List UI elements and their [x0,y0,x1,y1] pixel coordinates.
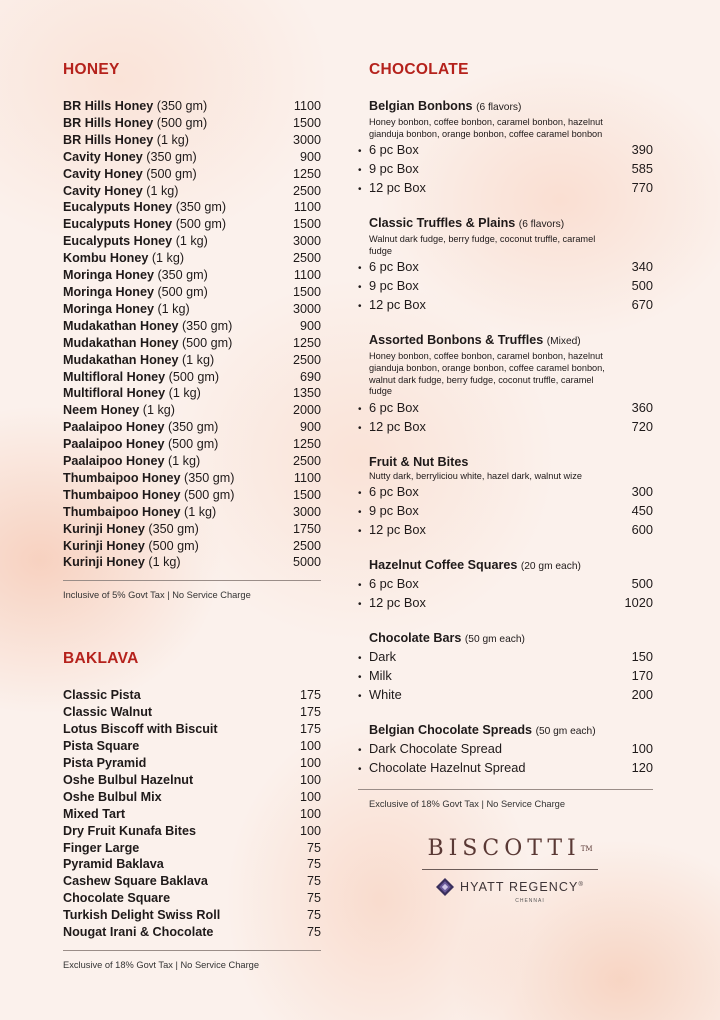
honey-item-price: 2500 [292,454,321,469]
chocolate-group-name: Classic Truffles & Plains [369,216,516,231]
chocolate-group-description: Honey bonbon, coffee bonbon, caramel bonbon, hazelnut gianduja bonbon, orange bonbon, coffee caramel bonbon, walnut dark fudge, berry fudge, coconut truffle, caramel fudge [369,351,605,397]
baklava-item [63,806,321,823]
baklava-title: BAKLAVA [63,650,139,668]
chocolate-option-price: 600 [631,522,653,538]
chocolate-group-qualifier: (50 gm each) [464,634,525,646]
chocolate-group [358,332,653,436]
honey-title: HONEY [63,61,120,78]
baklava-item [63,755,321,772]
chocolate-option-price: 170 [631,668,653,684]
baklava-item-price: 175 [299,722,321,737]
honey-item [63,301,321,318]
chocolate-group-heading [358,215,653,233]
baklava-item [63,687,321,704]
chocolate-group-description: Nutty dark, berryliciou white, hazel dark, walnut wize [369,470,582,481]
baklava-item-name: Pista Square [63,739,140,754]
honey-item-size: (350 gm) [181,318,233,333]
baklava-item-price: 100 [299,756,321,770]
honey-item-name: Moringa Honey [63,301,154,316]
honey-item-label [63,284,208,301]
honey-item-name: Kombu Honey [63,251,149,266]
chocolate-option-price: 100 [631,741,653,757]
honey-item [63,318,321,335]
honey-item-price: 3000 [292,132,321,147]
honey-item-price: 900 [299,318,321,333]
honey-item-label [63,521,199,538]
honey-item-size: (1 kg) [175,234,208,249]
honey-item-size: (1 kg) [148,555,181,570]
chocolate-option-price: 300 [631,484,653,500]
honey-item-size: (350 gm) [146,149,197,164]
baklava-item [63,772,321,789]
honey-item-label [63,250,184,267]
baklava-item [63,738,321,755]
baklava-item-name: Pista Pyramid [63,756,147,770]
chocolate-title: CHOCOLATE [369,61,469,78]
honey-item-size: (350 gm) [184,470,235,485]
left-column [63,60,321,971]
honey-item-label [63,369,219,386]
honey-tax-note: Inclusive of 5% Govt Tax | No Service Charge [63,590,251,601]
chocolate-option-label: • 12 pc Box [358,179,426,198]
chocolate-group-heading [358,557,653,575]
baklava-item [63,823,321,840]
honey-item-size: (1 kg) [146,183,179,198]
honey-item-price: 1750 [292,521,321,536]
honey-item-price: 1100 [293,200,321,215]
honey-item [63,149,321,166]
honey-item [63,470,321,487]
chocolate-option-label: • 9 pc Box [358,277,419,296]
baklava-item [63,890,321,907]
baklava-item-price: 75 [306,874,321,889]
honey-item-name: Thumbaipoo Honey [63,504,181,519]
honey-item-size: (500 gm) [168,369,220,384]
logo-divider [422,869,598,870]
chocolate-group-name: Assorted Bonbons & Truffles [369,333,544,348]
honey-item-size: (350 gm) [148,521,199,536]
chocolate-group-qualifier: (Mixed) [546,336,581,348]
honey-item-size: (1 kg) [151,251,185,266]
baklava-item [63,704,321,721]
honey-item-size: (500 gm) [167,437,219,452]
chocolate-option-label: • 6 pc Box [358,575,419,594]
chocolate-group-qualifier: (6 flavors) [518,219,565,231]
chocolate-tax-note: Exclusive of 18% Govt Tax | No Service Charge [369,799,566,810]
honey-item-size: (350 gm) [167,420,219,435]
chocolate-group-qualifier: (6 flavors) [476,102,522,113]
honey-item [63,504,321,521]
chocolate-option [358,141,653,160]
chocolate-option-price: 390 [631,142,653,158]
honey-item-name: Paalaipoo Honey [63,454,165,469]
right-column [358,60,653,810]
honey-item [63,487,321,504]
chocolate-option [358,160,653,179]
chocolate-group-heading [358,454,653,470]
honey-item-price: 1250 [292,166,321,181]
baklava-item-price: 100 [299,739,321,754]
baklava-item [63,924,321,941]
chocolate-option [358,575,653,594]
honey-item-label [63,402,175,419]
chocolate-group-name: Chocolate Bars [369,631,462,646]
baklava-item-price: 75 [306,891,321,906]
baklava-tax-note: Exclusive of 18% Govt Tax | No Service Charge [63,959,260,970]
honey-item-name: Mudakathan Honey [63,318,179,333]
honey-item-size: (500 gm) [146,166,197,181]
chocolate-section [358,60,653,810]
honey-item [63,233,321,250]
honey-item-price: 1250 [292,437,321,452]
honey-item-price: 1350 [292,386,321,401]
honey-item-label [63,385,201,402]
chocolate-option-label: • 12 pc Box [358,296,426,315]
honey-item-label [63,183,179,200]
baklava-item-name: Mixed Tart [63,806,126,821]
baklava-item-name: Classic Pista [63,688,141,703]
honey-item [63,436,321,453]
honey-item-name: Cavity Honey [63,149,143,164]
honey-item-name: Eucalyputs Honey [63,217,173,232]
honey-item-label [63,335,232,352]
honey-item-name: Paalaipoo Honey [63,420,165,435]
chocolate-option-label: • Dark [358,648,396,667]
honey-item-price: 3000 [292,301,321,316]
chocolate-option [358,296,653,315]
chocolate-group-qualifier: (50 gm each) [535,726,596,738]
honey-item-price: 1100 [293,470,321,485]
baklava-item [63,789,321,806]
honey-item-label [63,487,234,504]
hyatt-regency-logo [420,878,600,896]
chocolate-option-price: 670 [631,297,653,313]
baklava-item-price: 175 [299,688,321,703]
honey-item [63,419,321,436]
brand-logos [420,836,600,904]
honey-item-size: (500 gm) [184,487,235,502]
honey-item-label [63,538,199,555]
chocolate-option-label: • 6 pc Box [358,141,419,160]
chocolate-group [358,215,653,315]
honey-item-size: (1 kg) [168,386,201,401]
honey-item-name: Thumbaipoo Honey [63,470,181,485]
chocolate-option [358,667,653,686]
chocolate-groups [358,98,653,778]
honey-item-name: Kurinji Honey [63,538,145,553]
honey-item [63,98,321,115]
honey-item [63,216,321,233]
chocolate-option [358,759,653,778]
chocolate-option [358,686,653,705]
honey-item-label [63,166,197,183]
chocolate-option-label: • 6 pc Box [358,258,419,277]
chocolate-option-price: 150 [631,649,653,665]
baklava-item-price: 75 [306,857,321,872]
chocolate-option [358,594,653,613]
chocolate-option [358,277,653,296]
honey-item [63,352,321,369]
chocolate-group [358,454,653,541]
honey-item-label [63,199,226,216]
chocolate-group-description: Honey bonbon, coffee bonbon, caramel bonbon, hazelnut gianduja bonbon, orange bonbon, coffee caramel bonbon [369,117,603,139]
baklava-list [63,687,321,941]
chocolate-group-heading [358,722,653,740]
honey-item-name: Moringa Honey [63,268,154,283]
baklava-item-price: 100 [299,789,321,804]
chocolate-option-label: • Dark Chocolate Spread [358,740,502,759]
baklava-item-price: 100 [299,823,321,838]
honey-item-size: (1 kg) [156,132,189,147]
chocolate-option [358,418,653,437]
chocolate-group [358,98,653,198]
chocolate-option-price: 585 [631,161,653,177]
honey-divider [63,580,321,581]
honey-item-label [63,470,234,487]
honey-item-label [63,504,216,521]
chocolate-group-qualifier: (20 gm each) [520,561,581,573]
honey-item-size: (500 gm) [181,335,233,350]
chocolate-option-label: • 6 pc Box [358,483,419,502]
honey-item-label [63,149,197,166]
honey-item-size: (350 gm) [156,99,208,113]
baklava-item-name: Oshe Bulbul Hazelnut [63,772,194,787]
honey-item-label [63,352,214,369]
chocolate-option-price: 500 [631,576,653,592]
baklava-section [63,649,321,971]
baklava-item-name: Finger Large [63,840,140,855]
honey-item-size: (350 gm) [157,268,208,283]
chocolate-option-price: 720 [631,418,653,434]
honey-item-size: (1 kg) [181,352,215,367]
honey-item-price: 1100 [293,268,321,283]
honey-item-size: (500 gm) [156,115,208,130]
chocolate-option-price: 360 [631,399,653,415]
honey-item-name: Multifloral Honey [63,386,166,401]
honey-item-label [63,98,207,115]
honey-item-price: 2500 [292,251,321,266]
honey-item-size: (500 gm) [148,538,199,553]
honey-item-name: Kurinji Honey [63,521,145,536]
honey-item-label [63,233,208,250]
honey-item [63,369,321,386]
honey-item-label [63,554,181,571]
chocolate-option [358,179,653,198]
chocolate-group-name: Belgian Bonbons [369,99,473,113]
biscotti-logo-text: BISCOTTI [427,836,581,861]
baklava-item-price: 75 [306,908,321,923]
honey-item-price: 3000 [292,234,321,249]
baklava-item-name: Cashew Square Baklava [63,874,208,889]
honey-item-name: Kurinji Honey [63,555,145,570]
honey-item-price: 3000 [292,504,321,519]
honey-item-price: 900 [299,149,321,164]
honey-item-price: 1250 [292,335,321,350]
chocolate-option-price: 770 [631,180,653,196]
chocolate-option [358,648,653,667]
honey-item-price: 1500 [292,487,321,502]
honey-item [63,335,321,352]
honey-item [63,199,321,216]
honey-item-label [63,216,226,233]
honey-item-name: Mudakathan Honey [63,352,179,367]
chocolate-group [358,630,653,705]
honey-item [63,402,321,419]
honey-item-name: Cavity Honey [63,183,143,198]
honey-item [63,538,321,555]
honey-item-label [63,301,190,318]
honey-item-price: 1500 [292,217,321,232]
chocolate-option-price: 500 [631,278,653,294]
honey-item [63,115,321,132]
honey-item-price: 1500 [292,284,321,299]
chocolate-option-label: • 12 pc Box [358,418,426,437]
honey-item-label [63,267,208,284]
honey-item-price: 2500 [292,538,321,553]
honey-item-name: Mudakathan Honey [63,335,179,350]
honey-item-name: Thumbaipoo Honey [63,487,181,502]
baklava-item-price: 175 [299,705,321,720]
baklava-item [63,873,321,890]
biscotti-logo [420,836,600,862]
honey-item-label [63,132,189,149]
chocolate-group [358,722,653,778]
honey-item-price: 2000 [292,403,321,418]
honey-item-name: Eucalyputs Honey [63,234,173,249]
biscotti-trademark: TM [580,845,593,853]
baklava-item [63,721,321,738]
baklava-item-name: Chocolate Square [63,891,171,906]
honey-list [63,98,321,571]
honey-item-size: (1 kg) [167,454,201,469]
chocolate-option-label: • 12 pc Box [358,594,426,613]
chocolate-option-label: • 12 pc Box [358,521,426,540]
baklava-item-price: 75 [306,925,321,940]
chocolate-option-price: 450 [631,503,653,519]
chocolate-option-label: • 6 pc Box [358,399,419,418]
chocolate-group-heading [358,630,653,648]
honey-item-price: 1100 [293,99,321,113]
chocolate-option [358,740,653,759]
honey-item-price: 5000 [292,555,321,570]
honey-item-name: BR Hills Honey [63,132,154,147]
chocolate-group [358,557,653,613]
chocolate-group-name: Fruit & Nut Bites [369,454,469,469]
honey-item-name: BR Hills Honey [63,99,154,113]
honey-item-name: Neem Honey [63,403,140,418]
chocolate-option [358,483,653,502]
baklava-item [63,840,321,857]
honey-item-name: BR Hills Honey [63,115,154,130]
hyatt-city: CHENNAI [515,898,545,904]
baklava-item-price: 75 [306,840,321,855]
hyatt-regency-text: HYATT REGENCY® [459,880,584,894]
baklava-item-name: Dry Fruit Kunafa Bites [63,823,196,838]
honey-item-size: (350 gm) [175,200,227,215]
honey-section [63,60,321,601]
honey-item-price: 900 [299,420,321,435]
honey-item-size: (500 gm) [157,284,208,299]
honey-item-size: (1 kg) [157,301,190,316]
honey-item [63,183,321,200]
chocolate-group-heading [358,98,653,116]
chocolate-divider [358,789,653,790]
honey-item [63,250,321,267]
honey-item-name: Paalaipoo Honey [63,437,165,452]
chocolate-option-price: 1020 [624,595,653,611]
honey-item-label [63,436,218,453]
chocolate-group-heading [358,332,653,350]
honey-item [63,554,321,571]
chocolate-group-name: Hazelnut Coffee Squares [369,558,518,573]
honey-item-label [63,419,218,436]
baklava-item-name: Pyramid Baklava [63,857,164,872]
baklava-item [63,907,321,924]
baklava-item [63,856,321,873]
honey-item-label [63,453,200,470]
chocolate-group-description: Walnut dark fudge, berry fudge, coconut truffle, caramel fudge [369,234,596,256]
chocolate-option-price: 200 [631,687,653,703]
honey-item-price: 690 [299,369,321,384]
hyatt-diamond-icon [436,878,454,896]
chocolate-option-label: • Milk [358,667,392,686]
honey-item-name: Cavity Honey [63,166,143,181]
chocolate-option [358,258,653,277]
chocolate-option [358,521,653,540]
baklava-item-price: 100 [299,806,321,821]
chocolate-group-name: Belgian Chocolate Spreads [369,723,533,738]
baklava-item-name: Lotus Biscoff with Biscuit [63,722,218,737]
chocolate-option-price: 120 [631,760,653,776]
honey-item [63,166,321,183]
baklava-divider [63,950,321,951]
chocolate-option [358,502,653,521]
honey-item [63,284,321,301]
honey-item-price: 1500 [292,115,321,130]
honey-item-size: (500 gm) [175,217,227,232]
honey-item-price: 2500 [292,352,321,367]
honey-item [63,453,321,470]
baklava-item-name: Classic Walnut [63,705,153,720]
honey-item [63,521,321,538]
honey-item-price: 2500 [292,183,321,198]
honey-item-name: Moringa Honey [63,284,154,299]
honey-item [63,132,321,149]
honey-item [63,385,321,402]
baklava-item-name: Oshe Bulbul Mix [63,789,162,804]
chocolate-option-label: • White [358,686,402,705]
honey-item [63,267,321,284]
chocolate-option-price: 340 [631,259,653,275]
baklava-item-price: 100 [299,772,321,787]
baklava-item-name: Turkish Delight Swiss Roll [63,908,221,923]
honey-item-size: (1 kg) [142,403,175,418]
honey-item-label [63,318,232,335]
chocolate-option-label: • 9 pc Box [358,160,419,179]
honey-item-name: Multifloral Honey [63,369,166,384]
baklava-item-name: Nougat Irani & Chocolate [63,925,214,940]
chocolate-option-label: • Chocolate Hazelnut Spread [358,759,526,778]
honey-item-name: Eucalyputs Honey [63,200,173,215]
chocolate-option [358,399,653,418]
chocolate-option-label: • 9 pc Box [358,502,419,521]
honey-item-size: (1 kg) [184,504,217,519]
honey-item-label [63,115,207,132]
